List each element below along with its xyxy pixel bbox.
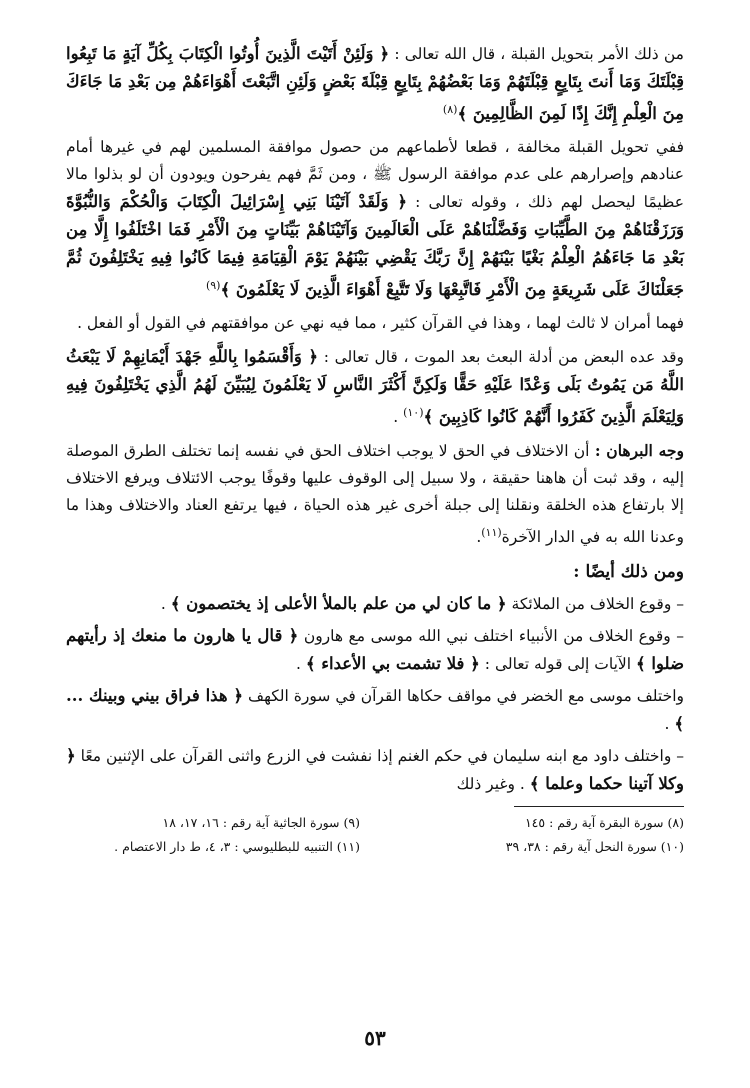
section-heading: ومن ذلك أيضًا : <box>573 561 684 582</box>
item-text: – واختلف داود مع ابنه سليمان في حكم الغنم إذا نفشت في الزرع واثنى القرآن على الإثنين معًا <box>80 746 684 765</box>
paragraph-tail: . <box>476 528 482 547</box>
page-number: ٥٣ <box>364 1026 386 1050</box>
footnote-10: (١٠) سورة النحل آية رقم : ٣٨، ٣٩ <box>505 838 684 854</box>
footnote-divider <box>514 806 684 807</box>
paragraph-qibla-explanation <box>66 134 684 304</box>
footnote-marker: (١١) <box>481 526 502 540</box>
paragraph-tail: . <box>393 408 399 427</box>
quran-verse: ﴿ هذا فراق بيني وبينك ... ﴾ <box>66 685 684 733</box>
item-text: – وقوع الخلاف من الأنبياء اختلف نبي الله موسى مع هارون <box>303 626 685 645</box>
paragraph-text: وقد عده البعض من أدلة البعث بعد الموت ، قال تعالى : <box>323 348 684 367</box>
footnote-marker: (١٠) <box>403 406 424 420</box>
paragraph-text: فهما أمران لا ثالث لهما ، وهذا في القرآن كثير ، مما فيه نهي عن موافقتهم في القول أو الفعل . <box>77 314 684 333</box>
quran-verse: ﴿ وَلَقَدْ آتَيْنَا بَنِي إِسْرَائِيلَ الْكِتَابَ وَالْحُكْمَ وَالنُّبُوَّةَ وَرَزَقْنَاهُمْ مِنَ الطَّيِّبَاتِ وَفَضَّلْنَاهُمْ عَلَى الْعَالَمِينَ وَآتَيْنَاهُمْ بَيِّنَاتٍ مِنَ الْأَمْرِ فَمَا اخْتَلَفُوا إِلَّا مِن بَعْدِ مَا جَاءَهُمُ الْعِلْمُ بَغْيًا بَيْنَهُمْ إِنَّ رَبَّكَ يَقْضِي بَيْنَهُمْ يَوْمَ الْقِيَامَةِ فِيمَا كَانُوا فِيهِ يَخْتَلِفُونَ ثُمَّ جَعَلْنَاكَ عَلَى شَرِيعَةٍ مِنَ الْأَمْرِ فَاتَّبِعْهَا وَلَا تَتَّبِعْ أَهْوَاءَ الَّذِينَ لَا يَعْلَمُونَ ﴾ <box>66 192 684 300</box>
item-text: واختلف موسى مع الخضر في مواقف حكاها القرآن في سورة الكهف <box>248 686 684 705</box>
list-item-prophets <box>66 622 684 678</box>
item-text: – وقوع الخلاف من الملائكة <box>511 594 684 613</box>
quran-verse: ﴿ وكلا آتينا حكما وعلما ﴾ <box>66 745 684 793</box>
footnote-marker: (٩) <box>205 279 221 293</box>
footnote-8: (٨) سورة البقرة آية رقم : ١٤٥ <box>524 814 684 830</box>
quran-verse: ﴿ قال يا هارون ما منعك إذ رأيتهم ضلوا ﴾ <box>66 625 684 673</box>
list-item-khidr <box>66 682 684 738</box>
paragraph-text: من ذلك الأمر بتحويل القبلة ، قال الله تعالى : <box>394 45 684 63</box>
paragraph-text: ففي تحويل القبلة مخالفة ، قطعا لأطماعهم من حصول موافقة المسلمين لهم في غيرها أمام عنادهم وإصرارهم على عدم موافقة الرسول ﷺ ، ومن ثَمَّ فهم يفرحون ويودون أن لو بذلوا مالا عظيمًا ليحصل لهم ذلك ، وقوله تعالى : <box>66 138 684 212</box>
footnote-9: (٩) سورة الجاثية آية رقم : ١٦، ١٧، ١٨ <box>162 814 360 830</box>
quran-verse: ﴿ وَلَئِنْ أَتَيْتَ الَّذِينَ أُوتُوا الْكِتَابَ بِكُلِّ آيَةٍ مَا تَبِعُوا قِبْلَتَكَ وَمَا أَنتَ بِتَابِعٍ قِبْلَتَهُمْ وَمَا بَعْضُهُمْ بِتَابِعٍ قِبْلَةَ بَعْضٍ وَلَئِنِ اتَّبَعْتَ أَهْوَاءَهُمْ مِن بَعْدِ مَا جَاءَكَ مِنَ الْعِلْمِ إِنَّكَ إِذًا لَمِنَ الظَّالِمِينَ ﴾ <box>66 44 684 124</box>
list-item-dawud <box>66 742 684 798</box>
paragraph-text: أن الاختلاف في الحق لا يوجب اختلاف الحق في نفسه إنما تختلف الطرق الموصلة إليه ، وقد ثبت أن هاهنا حقيقة ، ولا سبيل إلى الوقوف عليها وقوفًا يوجب الائتلاف ويرفع الاختلاف إلا بارتفاع هذه الخلقة ونقلنا إلى جبلة أخرى غير هذه الحياة ، فيها يرتفع العناد والاختلاف وهذا ما وعدنا الله به في الدار الآخرة <box>66 442 684 547</box>
item-tail: . <box>160 594 166 613</box>
footnotes <box>66 813 684 857</box>
quran-verse-second: ﴿ فلا تشمت بي الأعداء ﴾ <box>305 653 480 673</box>
item-tail: الآيات إلى قوله تعالى : <box>484 654 632 673</box>
footnote-marker: (٨) <box>442 103 458 116</box>
paragraph-resurrection <box>66 343 684 431</box>
item-tail: . وغير ذلك <box>456 774 525 793</box>
item-tail: . <box>664 714 670 733</box>
list-item-angels <box>66 590 684 618</box>
paragraph-proof <box>66 437 684 551</box>
paragraph-qibla <box>66 40 684 128</box>
paragraph-two-matters <box>66 310 684 337</box>
quran-verse: ﴿ ما كان لي من علم بالملأ الأعلى إذ يختصمون ﴾ <box>170 593 507 613</box>
quran-verse: ﴿ وَأَقْسَمُوا بِاللَّهِ جَهْدَ أَيْمَانِهِمْ لَا يَبْعَثُ اللَّهُ مَن يَمُوتُ بَلَى وَعْدًا عَلَيْهِ حَقًّا وَلَكِنَّ أَكْثَرَ النَّاسِ لَا يَعْلَمُونَ لِيُبَيِّنَ لَهُمُ الَّذِي يَخْتَلِفُونَ فِيهِ وَلِيَعْلَمَ الَّذِينَ كَفَرُوا أَنَّهُمْ كَانُوا كَاذِبِينَ ﴾ <box>66 347 684 427</box>
item-tail-second: . <box>295 654 301 673</box>
paragraph-lead: وجه البرهان : <box>594 441 684 461</box>
footnote-11: (١١) التنبيه للبطليوسي : ٣، ٤، ط دار الاعتصام . <box>114 838 360 854</box>
